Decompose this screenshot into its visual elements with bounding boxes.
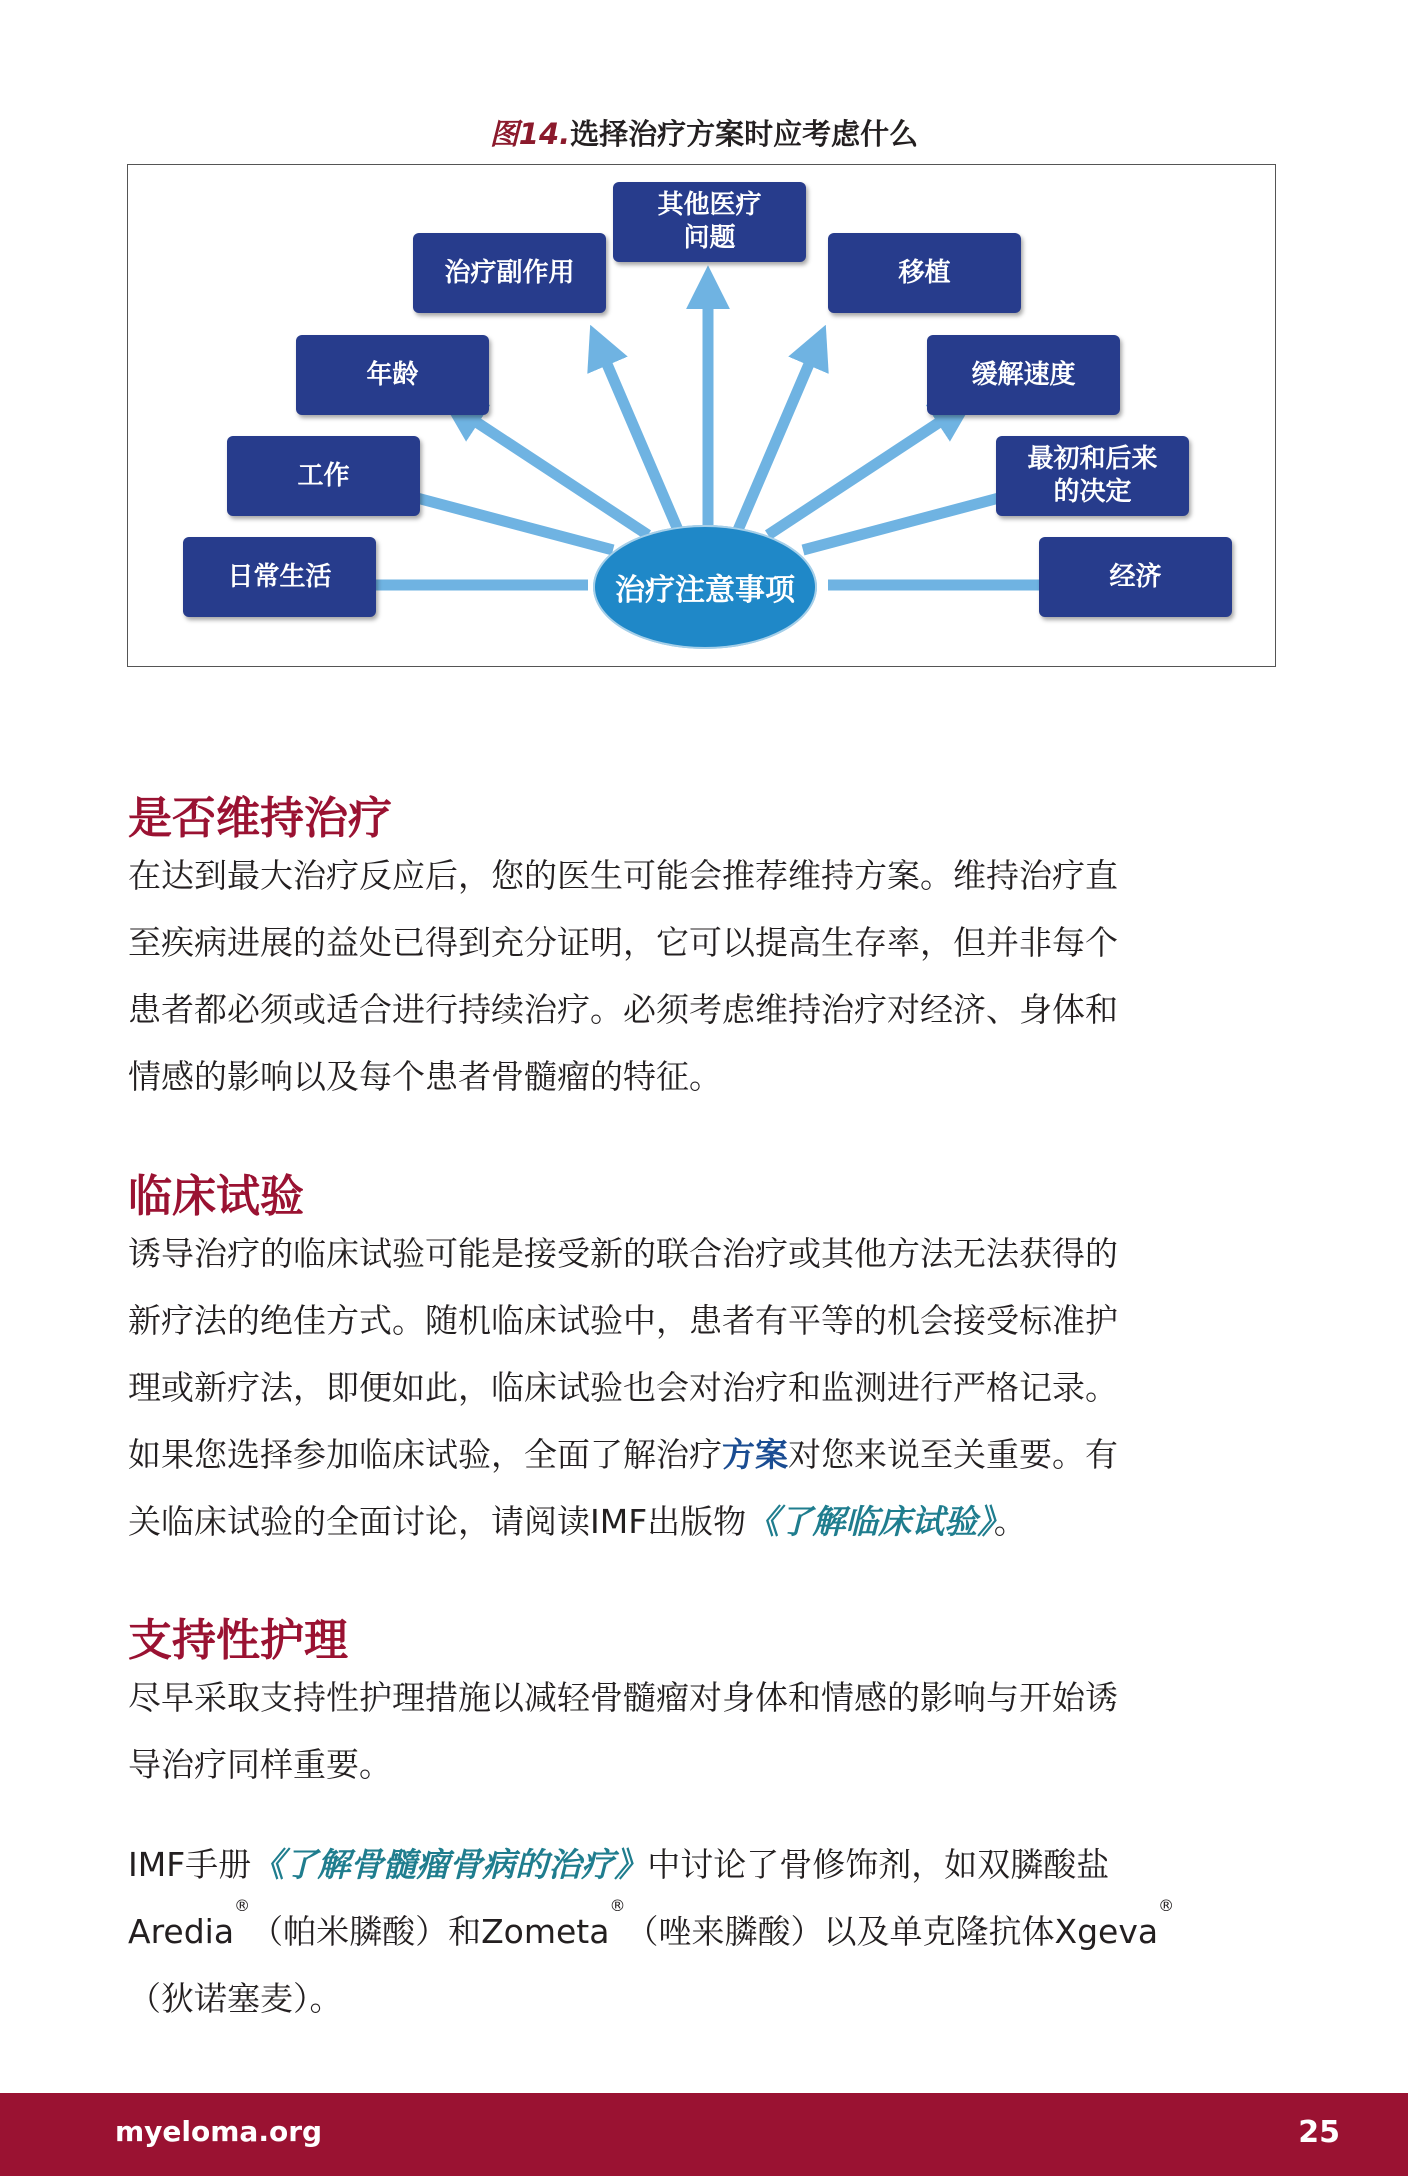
text-segment: 关临床试验的全面讨论，请阅读IMF出版物 [128, 1502, 747, 1541]
paragraph-bone-agents [128, 1831, 1288, 2032]
treatment-considerations-diagram [127, 164, 1276, 667]
node-economy: 经济 [1039, 537, 1232, 617]
text-line: 在达到最大治疗反应后，您的医生可能会推荐维持方案。维持治疗直 [128, 856, 1118, 895]
page-number: 25 [1298, 2115, 1340, 2150]
publication-link-clinical-trials[interactable]: 《了解临床试验》 [746, 1502, 994, 1541]
node-age: 年龄 [296, 335, 489, 415]
node-work: 工作 [227, 436, 420, 516]
text-line: 患者都必须或适合进行持续治疗。必须考虑维持治疗对经济、身体和 [128, 990, 1118, 1029]
text-segment: （帕米膦酸）和Zometa [250, 1912, 610, 1951]
paragraph-maintenance [128, 842, 1288, 1110]
node-other-medical-line1: 其他医疗 [657, 190, 762, 220]
text-segment: IMF手册 [128, 1845, 252, 1884]
heading-maintenance: 是否维持治疗 [128, 793, 392, 844]
text-line [128, 1421, 1288, 1488]
node-transplant: 移植 [828, 233, 1021, 313]
text-line: 理或新疗法，即便如此，临床试验也会对治疗和监测进行严格记录。 [128, 1368, 1118, 1407]
figure-number: 图14. [489, 117, 571, 151]
text-segment: 。 [993, 1502, 1027, 1541]
figure-title: 选择治疗方案时应考虑什么 [570, 117, 919, 151]
page-footer [0, 2093, 1408, 2176]
node-other-medical-line2: 问题 [683, 223, 736, 253]
text-segment: （唑来膦酸）以及单克隆抗体Xgeva [625, 1912, 1159, 1951]
node-side-effects: 治疗副作用 [413, 233, 606, 313]
text-line: 导治疗同样重要。 [128, 1745, 392, 1784]
registered-mark: ® [234, 1896, 251, 1915]
text-line [128, 1488, 1288, 1555]
node-initial-later [996, 436, 1189, 516]
registered-mark: ® [609, 1896, 626, 1915]
text-line: 新疗法的绝佳方式。随机临床试验中，患者有平等的机会接受标准护 [128, 1301, 1118, 1340]
node-initial-later-line1: 最初和后来 [1027, 444, 1158, 474]
text-line: 诱导治疗的临床试验可能是接受新的联合治疗或其他方法无法获得的 [128, 1234, 1118, 1273]
node-other-medical [613, 182, 806, 262]
drug-name-aredia: Aredia [128, 1912, 235, 1951]
heading-supportive-care: 支持性护理 [128, 1615, 348, 1666]
footer-website-link[interactable]: myeloma.org [115, 2115, 323, 2148]
text-segment: 中讨论了骨修饰剂，如双膦酸盐 [647, 1845, 1110, 1884]
figure-caption [0, 112, 1408, 153]
text-segment: 如果您选择参加临床试验，全面了解治疗 [128, 1435, 722, 1474]
text-line [128, 1831, 1288, 1898]
text-line: 情感的影响以及每个患者骨髓瘤的特征。 [128, 1057, 722, 1096]
arrow-transplant [738, 343, 818, 530]
text-segment: 对您来说至关重要。有 [788, 1435, 1118, 1474]
node-initial-later-line2: 的决定 [1053, 477, 1132, 507]
paragraph-supportive-care [128, 1664, 1288, 1798]
node-daily-life: 日常生活 [183, 537, 376, 617]
paragraph-clinical-trials [128, 1220, 1288, 1555]
text-line: 尽早采取支持性护理措施以减轻骨髓瘤对身体和情感的影响与开始诱 [128, 1678, 1118, 1717]
text-line: 至疾病进展的益处已得到充分证明，它可以提高生存率，但并非每个 [128, 923, 1118, 962]
text-line [128, 1898, 1288, 1965]
highlight-plan-term: 方案 [722, 1435, 788, 1474]
arrow-side-effects [598, 343, 678, 530]
node-remission-speed: 缓解速度 [927, 335, 1120, 415]
publication-link-bone-disease[interactable]: 《了解骨髓瘤骨病的治疗》 [251, 1845, 648, 1884]
registered-mark: ® [1158, 1896, 1175, 1915]
text-line: （狄诺塞麦）。 [128, 1979, 343, 2018]
heading-clinical-trials: 临床试验 [128, 1171, 304, 1222]
center-treatment-considerations: 治疗注意事项 [593, 525, 817, 649]
